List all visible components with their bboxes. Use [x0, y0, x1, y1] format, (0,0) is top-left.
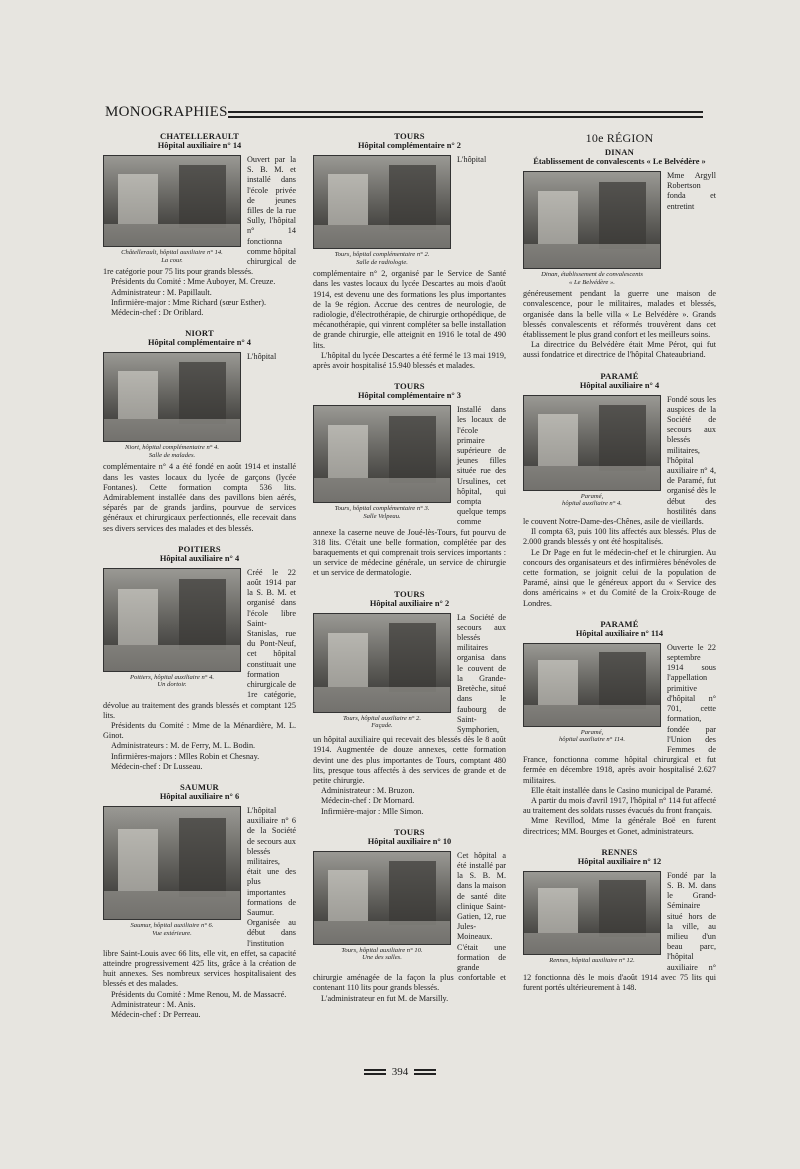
caption-line: Tours, hôpital auxiliaire n° 10. [341, 946, 423, 954]
photograph [523, 171, 661, 269]
caption-line: Paramé, [580, 492, 604, 500]
section [523, 619, 716, 837]
section-name: Hôpital auxiliaire n° 114 [575, 628, 664, 638]
photograph [523, 871, 661, 955]
paragraph: Administrateur : M. Papillault. [111, 287, 212, 297]
caption-line: Saumur, hôpital auxiliaire n° 6. [130, 921, 214, 929]
section [523, 847, 716, 993]
paragraph: Médecin-chef : Dr Oriblard. [111, 308, 204, 318]
caption-line: La cour. [161, 256, 183, 264]
section [313, 381, 506, 578]
paragraph: L'hôpital complémentaire n° 2, organisé par le Service de Santé dans les vastes locaux du lycée Descartes au mois d'août 1914, est devenu une des formations les plus importantes de la 9e région. Accrue des centres de neurologie, de radiologie, d'électrothérapie, de chirurgie orthopédique, de mécanothérapie, qui vinrent compléter sa belle installation de grande chirurgie, elle atteignit en 1916 le total de 490 lits. [313, 155, 506, 350]
paragraph: La directrice du Belvédère était Mme Pérot, qui fut aussi fondatrice et directrice de l'hôpital Chateaubriand. [523, 340, 716, 360]
section-name: Hôpital auxiliaire n° 12 [577, 856, 662, 866]
section [523, 131, 716, 361]
section-place: TOURS [394, 131, 425, 141]
caption-line: Paramé, [580, 728, 604, 736]
region-title: 10e RÉGION [585, 131, 654, 145]
header-title: MONOGRAPHIES [105, 104, 228, 120]
section-place: DINAN [604, 147, 635, 157]
figure-caption [103, 249, 241, 264]
paragraph: Administrateurs : M. de Ferry, M. L. Bodin. [111, 741, 256, 751]
paragraph: Médecin-chef : Dr Lusseau. [111, 761, 203, 771]
section-name: Établissement de convalescents « Le Belvédère » [533, 157, 706, 166]
caption-line: Rennes, hôpital auxiliaire n° 12. [549, 956, 635, 964]
photograph [103, 352, 241, 442]
photograph [103, 155, 241, 247]
figure [523, 395, 661, 508]
figure-caption [103, 922, 241, 937]
figure-caption [313, 947, 451, 962]
section-place: CHATELLERAULT [159, 131, 239, 141]
caption-line: Tours, hôpital complémentaire n° 3. [334, 505, 430, 513]
page-number: 394 [391, 1066, 409, 1078]
paragraph: Installé dans les locaux de l'école primaire supérieure de jeunes filles située rue des Ursulines, cet hôpital, qui compta quelque temps comme annexe la caserne neuve de Joué-lès-Tours, fut pourvu de 318 lits. C'était une belle formation, complétée par des baraquements et qui comprenait trois services importants : un service de médecine générale, un service de chirurgie et un service de dermatologie. [313, 405, 506, 578]
figure [313, 405, 451, 520]
paragraph: L'hôpital complémentaire n° 4 a été fondé en août 1914 et installé dans les vastes locaux du lycée de garçons (lycée Fontanes). Cette formation compta 536 lits. Admirablement installée dans des pavillons bien aérés, séparés par de grands jardins, pourvue de services généraux et chirurgicaux perfectionnés, elle recevait dans ses divers services des malades et des blessés. [103, 352, 296, 533]
figure [313, 851, 451, 962]
section-name: Hôpital auxiliaire n° 10 [367, 836, 452, 846]
caption-line: Salle de radiologie. [356, 258, 408, 266]
paragraph: Présidents du Comité : Mme Renou, M. de Massacré. [111, 989, 287, 999]
section [103, 131, 296, 318]
section-place: PARAMÉ [600, 370, 639, 381]
figure [523, 643, 661, 744]
section-name: Hôpital auxiliaire n° 14 [157, 141, 242, 150]
section [103, 544, 296, 772]
photograph [103, 568, 241, 672]
section-place: TOURS [394, 826, 425, 837]
paragraph: Mme Argyll Robertson fonda et entretint généreusement pendant la guerre une maison de convalescence, pour le militaires, malades et blessés, organisée dans la belle villa « Le Belvédère ». Grands blessés convalescents et réformés trouvèrent dans cet établissement le plus grand confort et les meilleurs soins. [523, 171, 716, 339]
figure [103, 352, 241, 459]
header-rule [228, 111, 703, 118]
caption-line: Salle Velpeau. [363, 512, 401, 520]
figure [103, 568, 241, 689]
figure-caption [523, 271, 661, 286]
section-name: Hôpital auxiliaire n° 6 [159, 791, 240, 801]
figure-caption [523, 493, 661, 508]
section [103, 328, 296, 534]
caption-line: Poitiers, hôpital auxiliaire n° 4. [129, 673, 215, 681]
column-2 [313, 131, 506, 1014]
caption-line: Niort, hôpital complémentaire n° 4. [125, 444, 219, 452]
caption-line: Vue extérieure. [152, 929, 192, 937]
caption-line: hôpital auxiliaire n° 4. [562, 500, 622, 508]
caption-line: Dinan, établissement de convalescents [541, 271, 643, 278]
photograph [313, 405, 451, 503]
paragraph: Présidents du Comité : Mme Auboyer, M. Creuze. [111, 277, 276, 287]
figure [103, 155, 241, 264]
paragraph: Infirmière-major : Mme Richard (sœur Esther). [111, 297, 267, 307]
photograph [103, 806, 241, 920]
caption-line: hôpital auxiliaire n° 114. [558, 736, 625, 744]
caption-line: Façade. [371, 722, 393, 730]
section-place: NIORT [185, 328, 214, 339]
section-name: Hôpital auxiliaire n° 4 [579, 380, 660, 390]
section-name: Hôpital auxiliaire n° 4 [159, 553, 240, 563]
figure-caption [523, 729, 661, 744]
caption-line: Tours, hôpital complémentaire n° 2. [334, 251, 430, 258]
figure-caption [523, 957, 661, 965]
paragraph: L'hôpital du lycée Descartes a été fermé le 13 mai 1919, après avoir hospitalisé 15.940 blessés et malades. [313, 350, 506, 371]
photograph [313, 613, 451, 713]
paragraph: Mme Revillod, Mme la générale Boë en furent directrices; MM. Bourges et Gonet, administrateurs. [523, 816, 716, 836]
photograph [523, 395, 661, 491]
figure [313, 613, 451, 730]
section [103, 782, 296, 1020]
figure [103, 806, 241, 937]
section [523, 371, 716, 609]
section-place: TOURS [394, 381, 425, 392]
paragraph: Fondé par la S. B. M. dans le Grand-Séminaire situé hors de la ville, au milieu d'un beau parc, l'hôpital auxiliaire n° 12 fonctionna dès le mois d'août 1914 avec 75 lits qui furent portés ultérieurement à 148. [523, 870, 716, 992]
paragraph: Fondé sous les auspices de la Société de secours aux blessés militaires, l'hôpital auxiliaire n° 4, de Paramé, fut organisé dès le début des hostilités dans le couvent Notre-Dame-des-Chênes, asile de vieillards. [523, 394, 716, 527]
photograph [313, 155, 451, 249]
paragraph: Il compta 63, puis 100 lits affectés aux blessés. Plus de 2.000 grands blessés y ont été hospitalisés. [523, 527, 716, 547]
section-place: PARAMÉ [600, 618, 639, 629]
paragraph: Ouverte le 22 septembre 1914 sous l'appellation primitive d'hôpital n° 701, cette formation, fondée par l'Union des Femmes de France, fonctionna comme hôpital chirurgical et fut fermée en décembre 1918, après avoir hospitalisé 2.627 militaires. [523, 642, 716, 785]
paragraph: Le Dr Page en fut le médecin-chef et le chirurgien. Au concours des organisateurs et des infirmières bénévoles de cette formation, se joignit celui de la population de Paramé, ainsi que le généreux apport du « Service des dons américains » et du Comité de la Croix-Rouge de Londres. [523, 547, 716, 608]
paragraph: La Société de secours aux blessés militaires organisa dans le couvent de la Grande-Bretèche, situé dans le faubourg de Saint-Symphorien, un hôpital auxiliaire qui recevait des blessés dès le 8 août 1914. Augmentée de douze annexes, cette formation devint une des plus importantes de Tours, comptant 480 lits, presque tous affectés à des services de grande et de petite chirurgie. [313, 612, 506, 785]
figure [523, 171, 661, 286]
section-place: TOURS [394, 588, 425, 599]
footer-rule-left [364, 1069, 386, 1075]
figure [313, 155, 451, 266]
section-place: POITIERS [178, 543, 221, 554]
paragraph: Infirmières-majors : Mlles Robin et Chesnay. [111, 751, 260, 761]
column-1 [103, 131, 296, 1030]
section-name: Hôpital complémentaire n° 2 [358, 141, 461, 150]
section-name: Hôpital complémentaire n° 4 [148, 338, 251, 348]
section [313, 589, 506, 817]
photograph [523, 643, 661, 727]
footer-rule-right [414, 1069, 436, 1075]
paragraph: Médecin-chef : Dr Mornard. [321, 796, 415, 806]
figure-caption [313, 505, 451, 520]
caption-line: Une des salles. [362, 954, 402, 962]
section [313, 827, 506, 1004]
paragraph: L'administrateur en fut M. de Marsilly. [321, 993, 449, 1003]
paragraph: Médecin-chef : Dr Perreau. [111, 1009, 201, 1019]
figure-caption [313, 251, 451, 266]
paragraph: Elle était installée dans le Casino municipal de Paramé. [531, 785, 713, 795]
paragraph: Administrateur : M. Bruzon. [321, 786, 415, 796]
figure-caption [103, 674, 241, 689]
section [313, 131, 506, 371]
running-header [105, 104, 703, 126]
figure-caption [313, 715, 451, 730]
caption-line: Un dortoir. [157, 681, 187, 689]
page-footer [0, 1066, 800, 1078]
paragraph: L'hôpital auxiliaire n° 6 de la Société de secours aux blessés militaires, était une des plus importantes formations de Saumur. Organisée au début dans l'institution libre Saint-Louis avec 66 lits, elle vit, en effet, sa capacité atteindre progressivement 425 lits, grâce à la création de huit annexes. Ses nombreux services hospitalisaient des blessés et des malades. [103, 805, 296, 989]
paragraph: Présidents du Comité : Mme de la Ménardière, M. L. Ginot. [103, 720, 296, 741]
caption-line: « Le Belvédère ». [569, 278, 615, 286]
section-name: Hôpital complémentaire n° 3 [358, 391, 461, 401]
figure [523, 871, 661, 965]
caption-line: Châtellerault, hôpital auxiliaire n° 14. [121, 249, 223, 256]
paragraph: Administrateur : M. Anis. [111, 999, 196, 1009]
section-place: RENNES [601, 846, 638, 857]
caption-line: Salle de malades. [148, 451, 196, 459]
photograph [313, 851, 451, 945]
paragraph: A partir du mois d'avril 1917, l'hôpital n° 114 fut affecté au traitement des soldats russes évacués du front français. [523, 795, 716, 816]
paragraph: Cet hôpital a été installé par la S. B. M. dans la maison de santé dite clinique Saint-Gatien, 12, rue Jules-Moineaux. C'était une formation de grande chirurgie aménagée de la façon la plus confortable et contenant 110 lits pour grands blessés. [313, 850, 506, 993]
caption-line: Tours, hôpital auxiliaire n° 2. [343, 714, 421, 722]
figure-caption [103, 444, 241, 459]
paragraph: Créé le 22 août 1914 par la S. B. M. et organisé dans l'école libre Saint-Stanislas, rue du Pont-Neuf, cet hôpital constituait une formation chirurgicale de 1re catégorie, dévolue au traitement des grands blessés et comptant 125 lits. [103, 567, 296, 720]
column-3 [523, 131, 716, 1003]
paragraph: Ouvert par la S. B. M. et installé dans l'école privée de jeunes filles de la rue Sully, l'hôpital n° 14 fonctionna comme hôpital chirurgical de 1re catégorie pour 75 lits pour grands blessés. [103, 155, 296, 277]
paragraph: Infirmière-major : Mlle Simon. [321, 806, 424, 816]
section-place: SAUMUR [180, 781, 219, 792]
section-name: Hôpital auxiliaire n° 2 [369, 598, 450, 608]
